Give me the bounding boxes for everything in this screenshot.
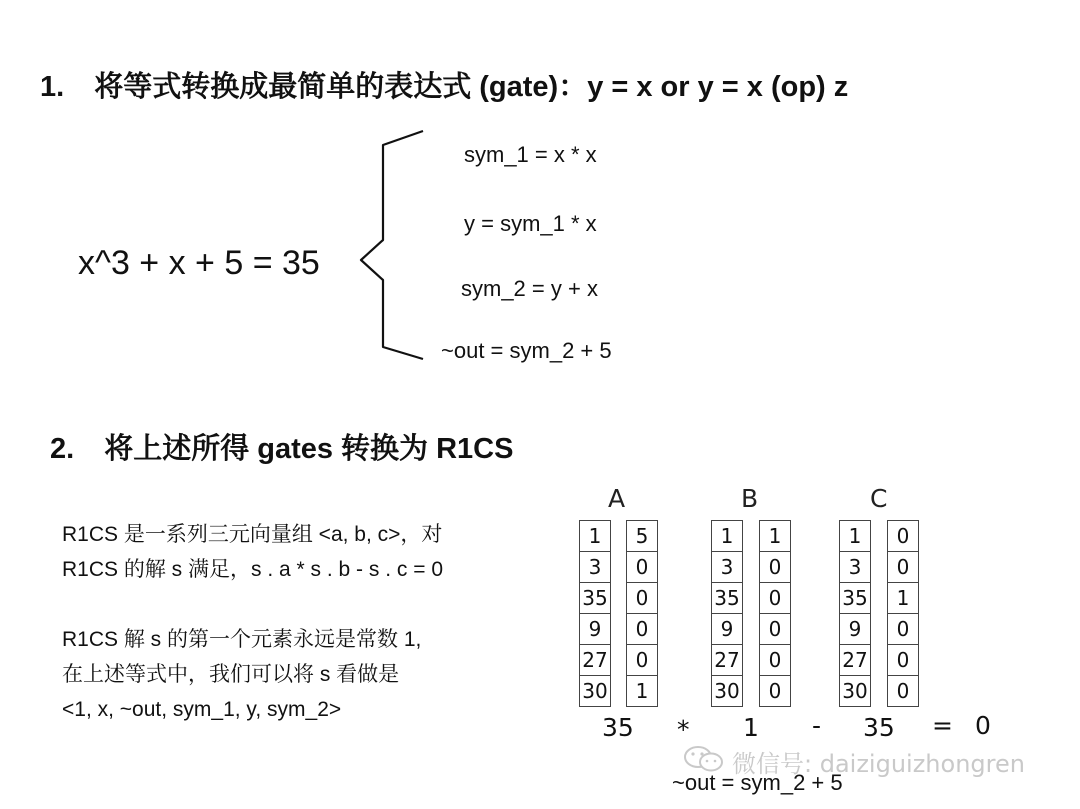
cell: 0 xyxy=(888,552,919,583)
cell: 27 xyxy=(580,645,611,676)
description-line-2: R1CS 的解 s 满足，s . a * s . b - s . c = 0 xyxy=(62,558,444,581)
cell: 9 xyxy=(712,614,743,645)
result-zero: 0 xyxy=(975,711,991,740)
cell: 0 xyxy=(760,583,791,614)
label-b: B xyxy=(741,484,759,513)
cell: 0 xyxy=(760,614,791,645)
cell: 3 xyxy=(712,552,743,583)
cell: 35 xyxy=(580,583,611,614)
vector-a xyxy=(626,520,658,707)
section-1-title: 将等式转换成最简单的表达式 (gate)：y = x or y = x (op) z xyxy=(94,71,849,103)
cell: 1 xyxy=(760,521,791,552)
cell: 0 xyxy=(760,645,791,676)
cell: 0 xyxy=(888,645,919,676)
vector-b-s xyxy=(711,520,743,707)
cell: 9 xyxy=(580,614,611,645)
cell: 30 xyxy=(712,676,743,707)
description-line-4: 在上述等式中，我们可以将 s 看做是 xyxy=(62,663,400,686)
cell: 0 xyxy=(888,676,919,707)
brace-icon xyxy=(355,125,435,365)
gate-2: y = sym_1 * x xyxy=(464,211,597,236)
cell: 0 xyxy=(760,676,791,707)
cell: 0 xyxy=(888,521,919,552)
description-line-3: R1CS 解 s 的第一个元素永远是常数 1, xyxy=(62,628,422,651)
description-line-5: <1, x, ~out, sym_1, y, sym_2> xyxy=(62,698,342,721)
cell: 5 xyxy=(627,521,658,552)
vector-a-s xyxy=(579,520,611,707)
description-line-1: R1CS 是一系列三元向量组 <a, b, c>，对 xyxy=(62,523,443,546)
main-equation: x^3 + x + 5 = 35 xyxy=(78,244,320,282)
cell: 9 xyxy=(840,614,871,645)
cell: 3 xyxy=(840,552,871,583)
cell: 0 xyxy=(627,583,658,614)
cell: 1 xyxy=(580,521,611,552)
gate-4: ~out = sym_2 + 5 xyxy=(441,338,612,363)
cell: 35 xyxy=(840,583,871,614)
cell: 35 xyxy=(712,583,743,614)
cell: 0 xyxy=(760,552,791,583)
cell: 27 xyxy=(712,645,743,676)
result-c: 35 xyxy=(863,713,895,742)
label-c: C xyxy=(870,484,888,513)
cell: 27 xyxy=(840,645,871,676)
operator-subtract: - xyxy=(812,711,822,740)
cell: 30 xyxy=(580,676,611,707)
cell: 1 xyxy=(888,583,919,614)
operator-multiply: * xyxy=(677,715,690,744)
vector-c-s xyxy=(839,520,871,707)
cell: 0 xyxy=(888,614,919,645)
cell: 0 xyxy=(627,552,658,583)
section-1-number: 1. xyxy=(40,71,65,103)
gate-3: sym_2 = y + x xyxy=(461,276,598,301)
cell: 1 xyxy=(627,676,658,707)
operator-equals: = xyxy=(932,711,953,740)
cell: 0 xyxy=(627,614,658,645)
label-a: A xyxy=(608,484,626,513)
cell: 1 xyxy=(840,521,871,552)
section-2-title: 将上述所得 gates 转换为 R1CS xyxy=(104,433,514,465)
cell: 3 xyxy=(580,552,611,583)
section-2-heading xyxy=(50,426,513,467)
section-1-heading xyxy=(40,64,848,105)
watermark-text: 微信号: daiziguizhongren xyxy=(732,750,1025,778)
section-2-number: 2. xyxy=(50,433,75,465)
cell: 1 xyxy=(712,521,743,552)
vector-b xyxy=(759,520,791,707)
cell: 0 xyxy=(627,645,658,676)
gate-1: sym_1 = x * x xyxy=(464,142,597,167)
cell: 30 xyxy=(840,676,871,707)
vector-c xyxy=(887,520,919,707)
footer-gate: ~out = sym_2 + 5 xyxy=(672,770,843,795)
result-b: 1 xyxy=(743,713,759,742)
result-a: 35 xyxy=(602,713,634,742)
